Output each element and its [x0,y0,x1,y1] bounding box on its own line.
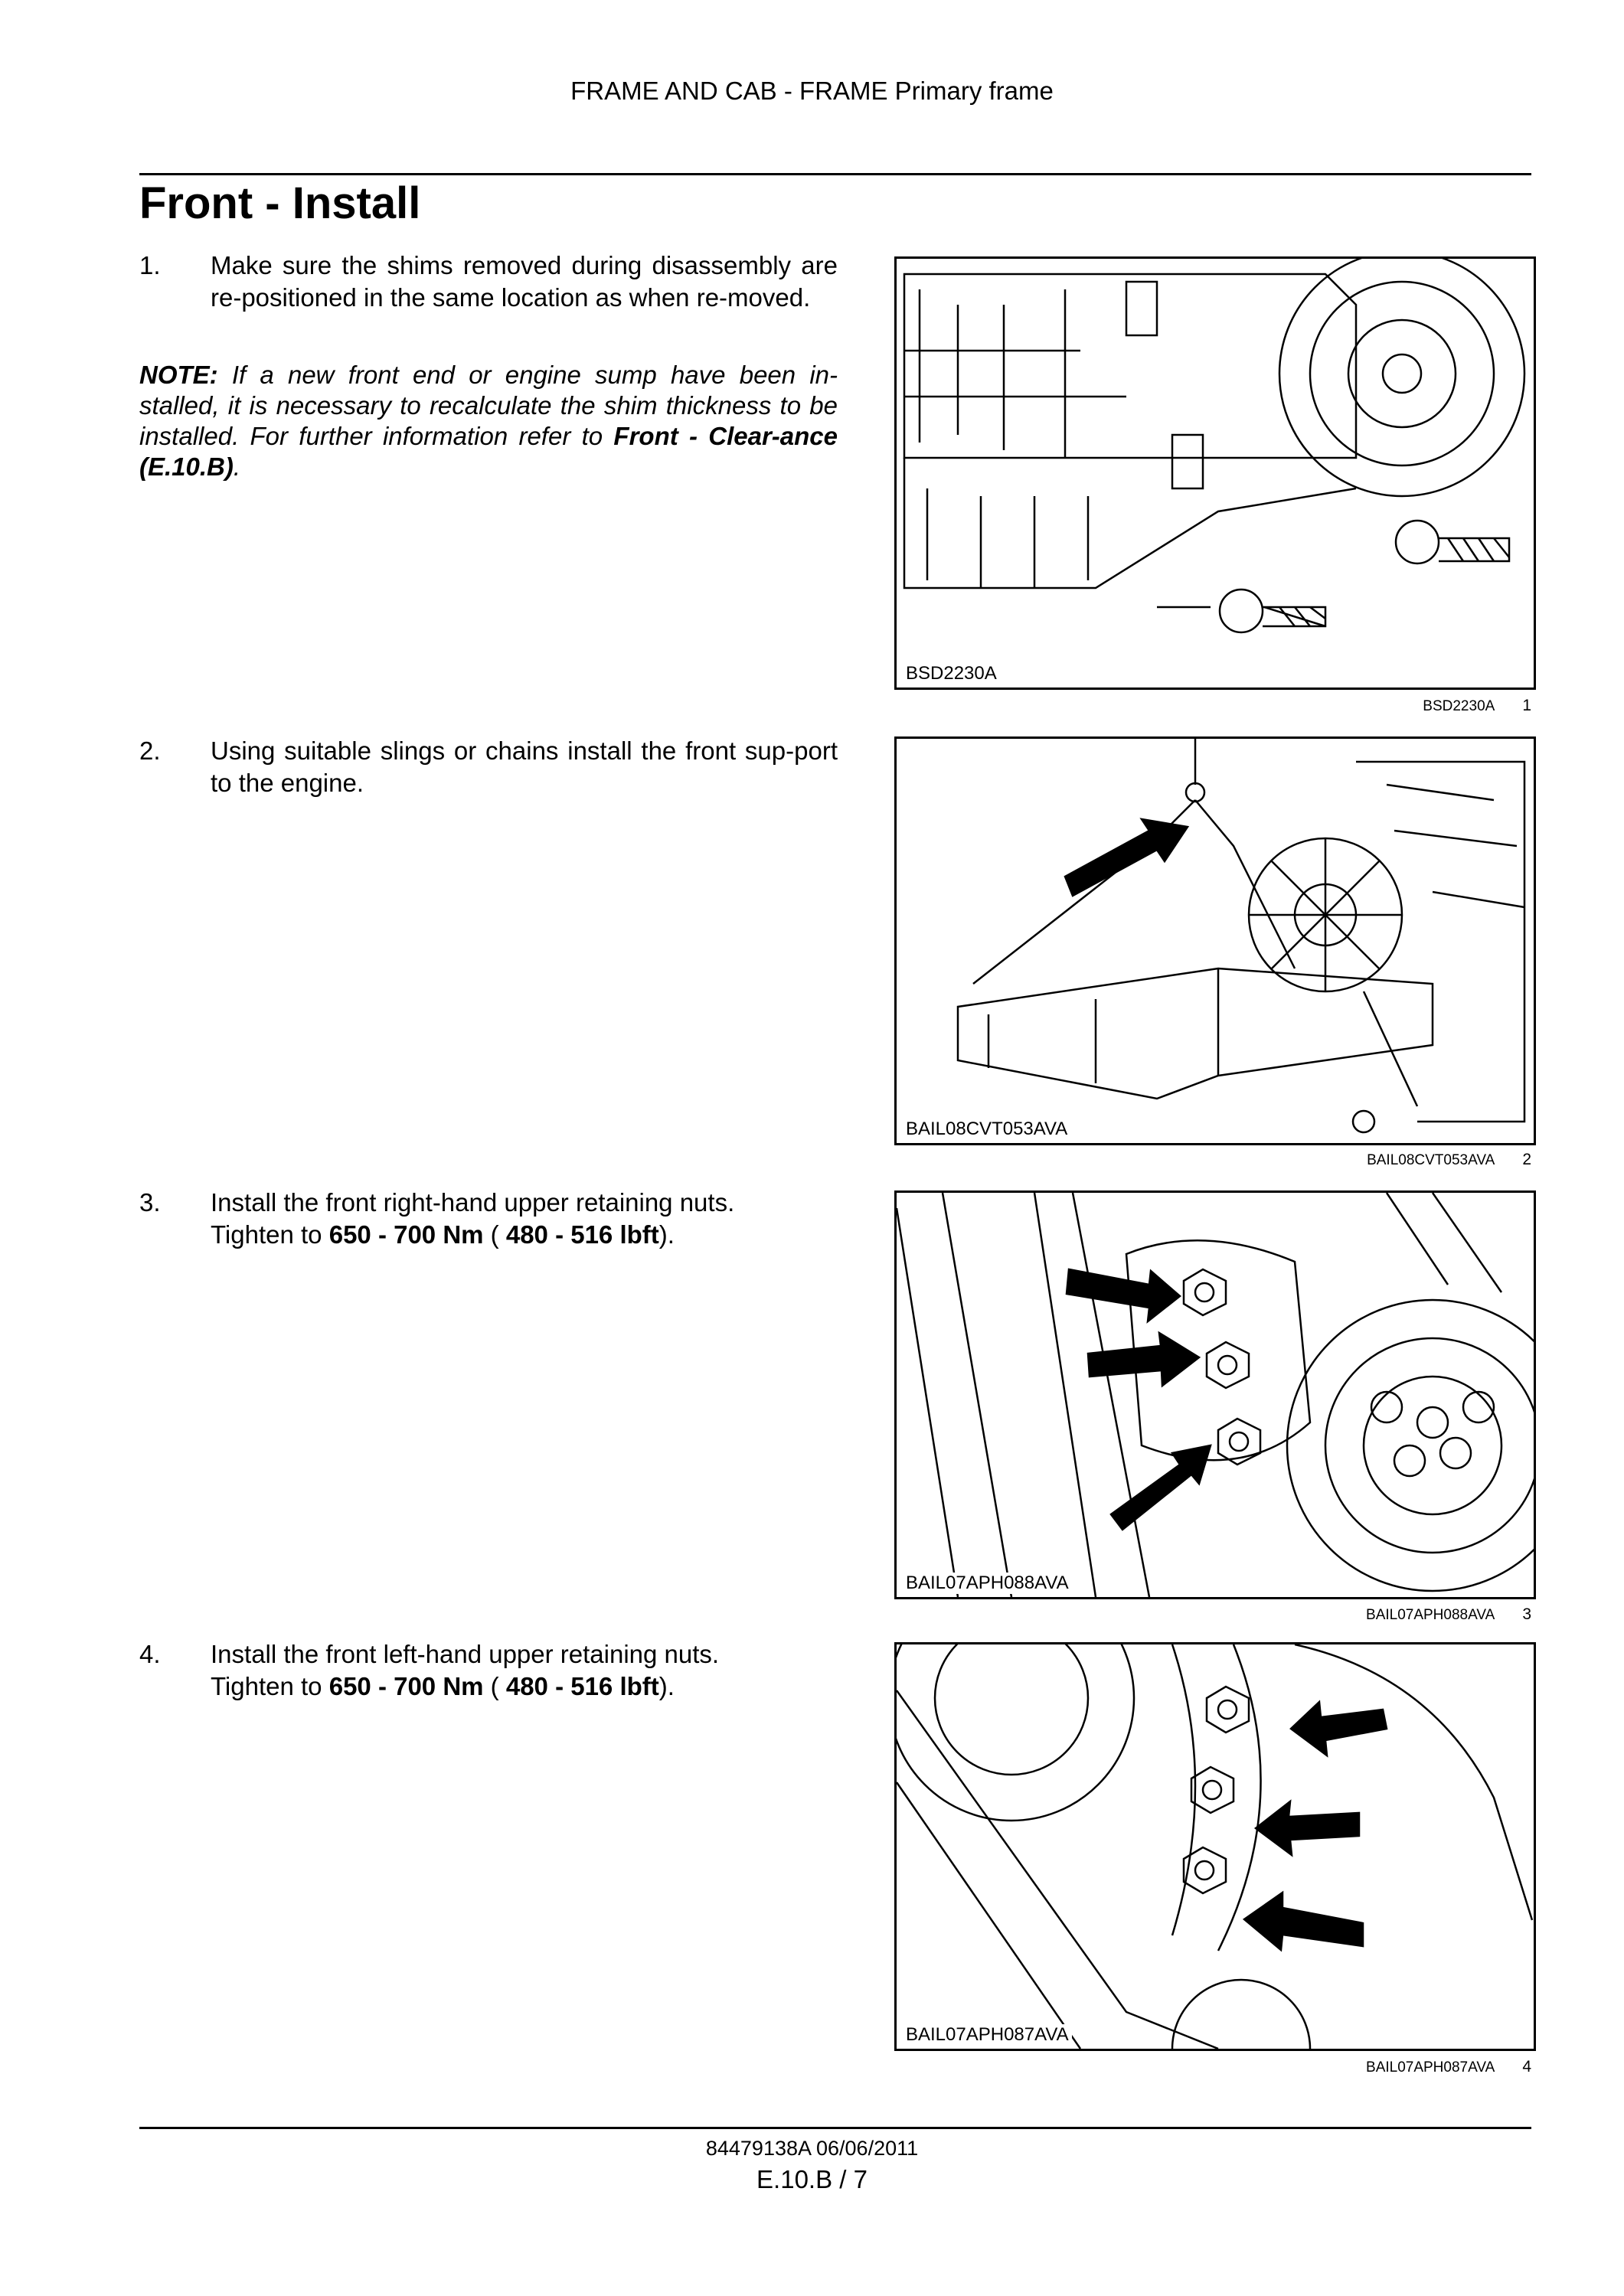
figure-caption-code: BAIL07APH087AVA [1366,2059,1495,2076]
figure-caption-code: BAIL08CVT053AVA [1367,1152,1495,1168]
step-1 [139,250,838,314]
figure-image-code: BAIL08CVT053AVA [903,1119,1070,1140]
figure-4-illustration [894,1642,1536,2051]
note-text: If a new front end or engine sump have been in-stalled, it is necessary to recalculate the shim thickness to be installed. For further information refer to [139,361,838,450]
step-text [211,1638,838,1703]
figure-image-code: BAIL07APH087AVA [903,2024,1072,2046]
note-paragraph [139,360,838,482]
tighten-prefix: Tighten to [211,1220,329,1249]
left-hand-retaining-nuts-illustration [897,1644,1534,2049]
paren-close: ). [658,1220,675,1249]
figure-caption-code: BSD2230A [1423,698,1495,714]
figure-number: 3 [1522,1605,1531,1623]
torque-lbft: 480 - 516 lbft [505,1220,659,1249]
step-3 [139,1187,838,1251]
footer-page-number: E.10.B / 7 [756,2165,868,2193]
torque-spec [211,1219,838,1251]
step-number: 3. [139,1188,161,1217]
running-header: FRAME AND CAB - FRAME Primary frame [570,77,1054,105]
right-hand-retaining-nuts-illustration [897,1193,1534,1597]
figure-image-code: BAIL07APH088AVA [903,1573,1072,1594]
paren-close: ). [658,1672,675,1700]
step-2 [139,735,838,799]
step-number: 1. [139,251,161,279]
step-4 [139,1638,838,1703]
step-number: 4. [139,1640,161,1668]
step-number: 2. [139,736,161,765]
step-text: Make sure the shims removed during disassembly are re-positioned in the same location as when re-moved. [211,251,838,312]
torque-nm: 650 - 700 Nm [328,1672,484,1700]
figure-caption-code: BAIL07APH088AVA [1366,1607,1495,1623]
figure-2-caption [1367,1151,1531,1169]
torque-nm: 650 - 700 Nm [328,1220,484,1249]
note-label: NOTE: [139,361,218,389]
figure-2-illustration [894,736,1536,1145]
figure-4-caption [1366,2058,1531,2076]
footer-rule [139,2127,1531,2129]
figure-number: 2 [1522,1151,1531,1168]
engine-sump-shim-illustration [897,259,1534,687]
section-title: Front - Install [139,178,421,228]
figure-image-code: BSD2230A [903,663,1000,684]
header-rule [139,173,1531,175]
figure-number: 1 [1522,697,1531,714]
step-instruction: Install the front left-hand upper retaining nuts. [211,1640,720,1668]
step-text: Using suitable slings or chains install the front sup-port to the engine. [211,736,838,797]
torque-lbft: 480 - 516 lbft [505,1672,659,1700]
figure-number: 4 [1522,2058,1531,2076]
footer-document-id: 84479138A 06/06/2011 [705,2137,919,2160]
tighten-prefix: Tighten to [211,1672,329,1700]
paren-open: ( [483,1220,506,1249]
figure-1-caption [1423,697,1531,715]
step-text [211,1187,838,1251]
front-support-sling-illustration [897,739,1534,1143]
note-end: . [233,452,241,481]
torque-spec [211,1671,838,1703]
figure-1-illustration [894,256,1536,690]
paren-open: ( [483,1672,506,1700]
figure-3-illustration [894,1190,1536,1599]
figure-3-caption [1366,1605,1531,1624]
note-cross-reference-link[interactable]: Front - Clear-ance (E.10.B) [139,422,838,481]
step-instruction: Install the front right-hand upper retaining nuts. [211,1188,735,1217]
